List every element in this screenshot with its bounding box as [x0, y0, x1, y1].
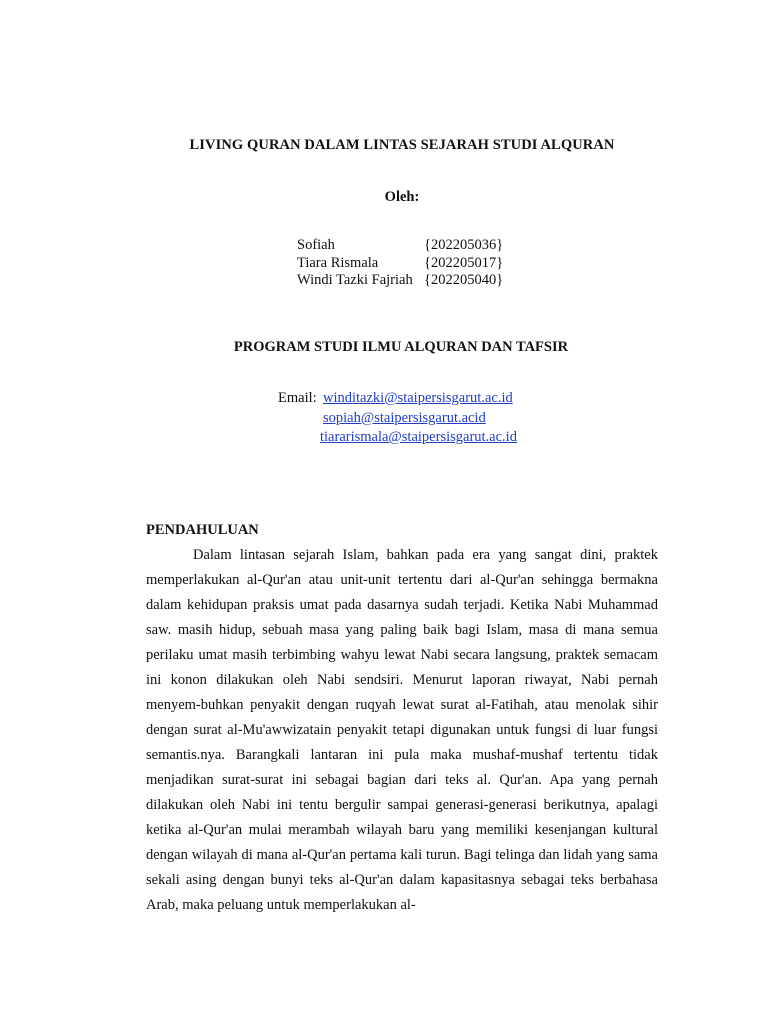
by-label: Oleh:	[384, 189, 420, 205]
body-paragraph: Dalam lintasan sejarah Islam, bahkan pada era yang sangat dini, praktek memperlakukan al-Qur'an atau unit-unit tertentu dari al-Qur'an sehingga bermakna dalam kehidupan praksis umat pada dasarnya sudah terjadi. Ketika Nabi Muhammad saw. masih hidup, sebuah masa yang paling baik bagi Islam, masa di mana semua perilaku umat masih terbimbing wahyu lewat Nabi secara langsung, praktek semacam ini konon dilakukan oleh Nabi sendsiri. Menurut laporan riwayat, Nabi pernah menyem-buhkan penyakit dengan ruqyah lewat surat al-Fatihah, atau menolak sihir dengan surat al-Mu'awwizatain penyakit tetapi digunakan untuk fungsi di luar fungsi semantis.nya. Barangkali lantaran ini pula maka mushaf-mushaf tertentu tidak menjadikan surat-surat ini sebagai bagian dari teks al. Qur'an. Apa yang pernah dilakukan oleh Nabi ini tentu bergulir sampai generasi-generasi berikutnya, apalagi ketika al-Qur'an mulai merambah wilayah baru yang memiliki kesenjangan kultural dengan wilayah di mana al-Qur'an pertama kali turun. Bagi telinga dan lidah yang sama sekali asing dengan bunyi teks al-Qur'an dalam kapasitasnya sebagai teks berbahasa Arab, maka peluang untuk memperlakukan al-	[146, 547, 658, 913]
author-id: {202205036}	[424, 237, 504, 253]
email-link-sopiah[interactable]: sopiah@staipersisgarut.acid	[323, 409, 486, 426]
author-id: {202205017}	[424, 254, 504, 271]
email-row	[323, 409, 486, 429]
email-label: Email:	[278, 390, 317, 406]
email-link-windi[interactable]: winditazki@staipersisgarut.ac.id	[323, 390, 513, 406]
email-link-tiara[interactable]: tiararismala@staipersisgarut.ac.id	[320, 429, 517, 445]
author-name: Tiara Rismala	[297, 254, 379, 271]
document-title: LIVING QURAN DALAM LINTAS SEJARAH STUDI ALQURAN	[189, 137, 615, 153]
author-id: {202205040}	[424, 272, 504, 288]
author-name: Windi Tazki Fajriah	[297, 272, 413, 288]
section-heading: PENDAHULUAN	[146, 522, 259, 538]
program-name: PROGRAM STUDI ILMU ALQURAN DAN TAFSIR	[233, 339, 569, 355]
email-row	[323, 389, 513, 409]
author-name: Sofiah	[297, 237, 335, 253]
email-row	[320, 428, 517, 448]
